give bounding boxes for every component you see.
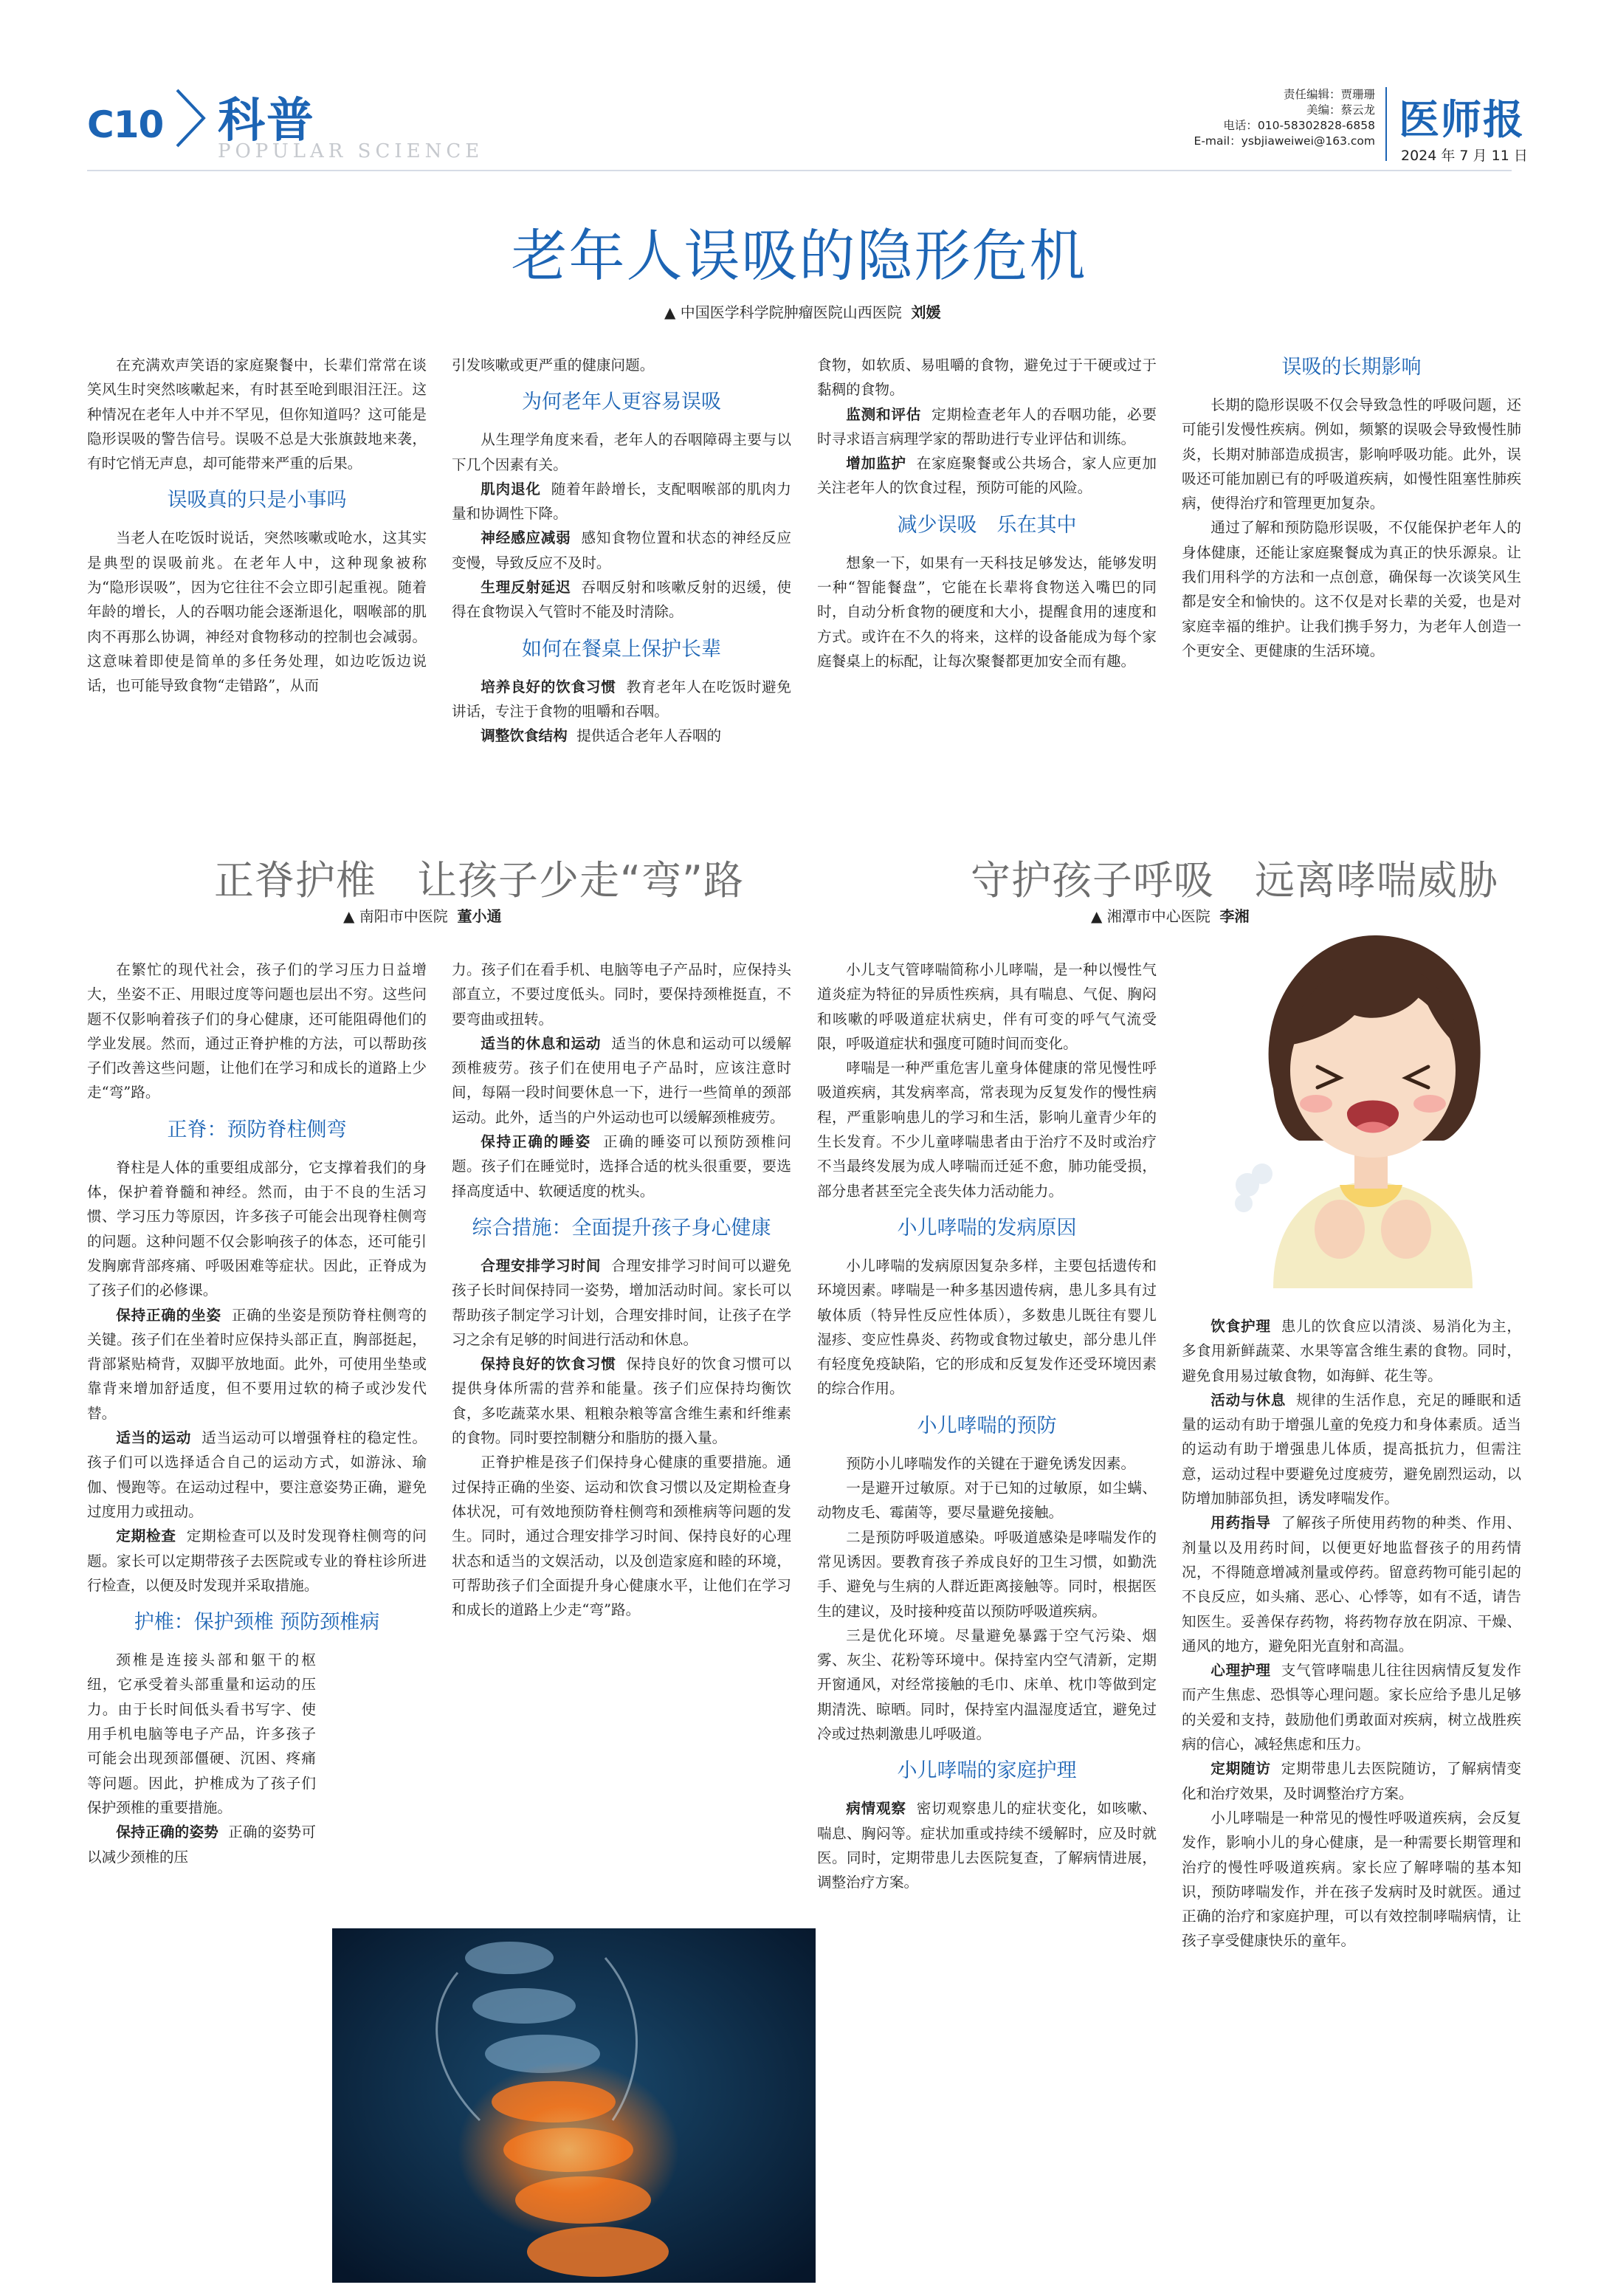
article3-column-2 (1182, 1314, 1521, 1953)
byline-org: 南阳市中医院 (359, 907, 448, 925)
paragraph: 一是避开过敏原。对于已知的过敏原，如尘螨、动物皮毛、霉菌等，要尽量避免接触。 (817, 1479, 1157, 1522)
section-title-en: POPULAR SCIENCE (218, 140, 484, 162)
paragraph-text: 保持良好的饮食习惯可以提供身体所需的营养和能量。孩子们应保持均衡饮食，多吃蔬菜水果、粗粮杂粮等富含维生素和纤维素的食物。同时要控制糖分和脂肪的摄入量。 (452, 1355, 791, 1447)
paragraph: 预防小儿哮喘发作的关键在于避免诱发因素。 (846, 1454, 1136, 1472)
paragraph (1182, 1658, 1521, 1756)
article1-byline (664, 300, 940, 322)
paragraph-text: 随着年龄增长，支配咽喉部的肌肉力量和协调性下降。 (452, 480, 791, 523)
paragraph (452, 1031, 791, 1130)
paragraph: 食物，如软质、易咀嚼的食物，避免过于干硬或过于黏稠的食物。 (817, 357, 1157, 399)
lead-term: 定期检查 (116, 1527, 176, 1545)
spine-photo (332, 1928, 816, 2283)
triangle-marker-icon: ▲ (343, 907, 359, 925)
article2-column-2 (452, 958, 791, 1622)
staff-art: 美编：蔡云龙 (1306, 103, 1375, 117)
paragraph: 三是优化环境。尽量避免暴露于空气污染、烟雾、灰尘、花粉等环境中。保持室内空气清新，定期开窗通风，对经常接触的毛巾、床单、枕巾等做到定期清洗、晾晒。同时，保持室内温湿度适宜，避免过冷或过热刺激患儿呼吸道。 (817, 1626, 1157, 1743)
lead-term: 培养良好的饮食习惯 (481, 678, 616, 695)
header-divider (1385, 87, 1387, 161)
paragraph-text: 定期检查可以及时发现脊柱侧弯的问题。家长可以定期带孩子去医院或专业的脊柱诊所进行检查，以便及时发现并采取措施。 (87, 1527, 427, 1594)
paragraph: 当老人在吃饭时说话，突然咳嗽或呛水，这其实是典型的误吸前兆。在老年人中，这种现象被称为“隐形误吸”，因为它往往不会立即引起重视。随着年龄的增长，人的吞咽功能会逐渐退化，咽喉部的肌肉不再那么协调，神经对食物移动的控制也会减弱。这意味着即使是简单的多任务处理，如边吃饭边说话，也可能导致食物“走错路”，从而 (87, 529, 427, 695)
coughing-girl-illustration (1229, 919, 1513, 1288)
paragraph (87, 1524, 427, 1598)
lead-term: 保持正确的姿势 (116, 1824, 219, 1841)
byline-author: 董小通 (457, 907, 502, 925)
paragraph (87, 1426, 427, 1524)
paragraph-text: 正确的姿势可以减少颈椎的压 (87, 1824, 316, 1866)
staff-editor: 责任编辑：贾珊珊 (1283, 88, 1375, 101)
paragraph-text: 提供适合老年人吞咽的 (576, 727, 722, 745)
article2-byline (343, 904, 501, 926)
lead-term: 活动与休息 (1210, 1391, 1287, 1409)
paragraph: 在繁忙的现代社会，孩子们的学习压力日益增大，坐姿不正、用眼过度等问题也层出不穷。这些问题不仅影响着孩子们的身心健康，还可能阻碍他们的学业发展。然而，通过正脊护椎的方法，可以帮助孩子们改善这些问题，让他们在学习和成长的道路上少走“弯”路。 (87, 961, 427, 1101)
byline-author: 李湘 (1219, 907, 1250, 925)
paragraph-text: 规律的生活作息，充足的睡眠和适量的运动有助于增强儿童的免疫力和身体素质。适当的运动有助于增强患儿体质，提高抵抗力，但需注意，运动过程中要避免过度疲劳，避免剧烈运动，以防增加肺部负担，诱发哮喘发作。 (1182, 1391, 1521, 1508)
byline-author: 刘媛 (911, 303, 941, 321)
paragraph (817, 402, 1157, 452)
lead-term: 用药指导 (1210, 1514, 1271, 1532)
article1-column-2 (452, 353, 791, 749)
subheading: 小儿哮喘的发病原因 (897, 1216, 1077, 1240)
paragraph (452, 1130, 791, 1203)
subheading: 如何在餐桌上保护长辈 (522, 637, 721, 661)
paragraph: 在充满欢声笑语的家庭聚餐中，长辈们常常在谈笑风生时突然咳嗽起来，有时甚至呛到眼泪汪汪。这种情况在老年人中并不罕见，但你知道吗？这可能是隐形误吸的警告信号。误吸不总是大张旗鼓地来袭，有时它悄无声息，却可能带来严重的后果。 (87, 357, 427, 472)
lead-term: 生理反射延迟 (481, 579, 571, 597)
paragraph: 小儿支气管哮喘简称小儿哮喘，是一种以慢性气道炎症为特征的异质性疾病，具有喘息、气促、胸闷和咳嗽的呼吸道症状病史，伴有可变的呼气气流受限，呼吸道症状和强度可随时间而变化。 (817, 961, 1157, 1052)
paragraph: 正脊护椎是孩子们保持身心健康的重要措施。通过保持正确的坐姿、运动和饮食习惯以及定期检查身体状况，可有效地预防脊柱侧弯和颈椎病等问题的发生。同时，通过合理安排学习时间、保持良好的心理状态和适当的文娱活动，以及创造家庭和睦的环境，可帮助孩子们全面提升身心健康水平，让他们在学习和成长的道路上少走“弯”路。 (452, 1454, 791, 1619)
staff-phone: 电话：010-58302828-6858 (1223, 119, 1375, 132)
wrapped-text (87, 1648, 316, 1869)
triangle-marker-icon: ▲ (1091, 907, 1107, 925)
lead-term: 神经感应减弱 (481, 529, 571, 547)
lead-term: 适当的运动 (116, 1429, 192, 1447)
lead-term: 病情观察 (846, 1800, 906, 1818)
paragraph (1182, 1756, 1521, 1806)
paragraph (87, 1820, 316, 1869)
lead-term: 增加监护 (846, 455, 906, 472)
byline-org: 中国医学科学院肿瘤医院山西医院 (680, 303, 902, 321)
masthead-logo: 医师报 (1399, 96, 1526, 143)
article2-title: 正脊护椎 让孩子少走“弯”路 (214, 857, 744, 904)
paragraph-text: 在家庭聚餐或公共场合，家人应更加关注老年人的饮食过程，预防可能的风险。 (817, 455, 1157, 497)
subheading: 护椎：保护颈椎 预防颈椎病 (134, 1611, 380, 1635)
paragraph: 力。孩子们在看手机、电脑等电子产品时，应保持头部直立，不要过度低头。同时，要保持颈椎挺直，不要弯曲或扭转。 (452, 961, 791, 1028)
paragraph (452, 526, 791, 575)
lead-term: 保持正确的睡姿 (481, 1133, 591, 1151)
paragraph (87, 1303, 427, 1426)
paragraph-text: 了解孩子所使用药物的种类、作用、剂量以及用药时间，以便更好地监督孩子的用药情况，不得随意增减剂量或停药。留意药物可能引起的不良反应，如头痛、恶心、心悸等，如有不适，请告知医生。妥善保存药物，将药物存放在阴凉、干燥、通风的地方，避免阳光直射和高温。 (1182, 1514, 1521, 1654)
paragraph-text: 患儿的饮食应以清淡、易消化为主，多食用新鲜蔬菜、水果等富含维生素的食物。同时，避免食用易过敏食物，如海鲜、花生等。 (1182, 1318, 1521, 1384)
subheading: 误吸的长期影响 (1281, 356, 1422, 379)
lead-term: 心理护理 (1210, 1662, 1271, 1680)
page-number: C10 (87, 103, 164, 146)
article1-column-4 (1182, 353, 1521, 663)
paragraph: 引发咳嗽或更严重的健康问题。 (452, 357, 655, 374)
paragraph: 小儿哮喘是一种常见的慢性呼吸道疾病，会反复发作，影响小儿的身心健康，是一种需要长期管理和治疗的慢性呼吸道疾病。家长应了解哮喘的基本知识，预防哮喘发作，并在孩子发病时及时就医。通过正确的治疗和家庭护理，可以有效控制哮喘病情，让孩子享受健康快乐的童年。 (1182, 1809, 1521, 1950)
paragraph-text: 定期带患儿去医院随访，了解病情变化和治疗效果，及时调整治疗方案。 (1182, 1760, 1521, 1802)
article1-column-3 (817, 353, 1157, 673)
header-rule (87, 170, 1512, 171)
lead-term: 合理安排学习时间 (481, 1257, 602, 1274)
lead-term: 适当的休息和运动 (481, 1034, 602, 1052)
paragraph: 通过了解和预防隐形误吸，不仅能保护老年人的身体健康，还能让家庭聚餐成为真正的快乐源泉。让我们用科学的方法和一点创意，确保每一次谈笑风生都是安全和愉快的。这不仅是对长辈的关爱，也是对家庭幸福的维护。让我们携手努力，为老年人创造一个更安全、更健康的生活环境。 (1182, 519, 1521, 659)
byline-org: 湘潭市中心医院 (1106, 907, 1210, 925)
lead-term: 保持正确的坐姿 (116, 1306, 221, 1324)
paragraph (452, 477, 791, 526)
chevron-right-icon (171, 87, 210, 149)
paragraph-text: 支气管哮喘患儿往往因病情反复发作而产生焦虑、恐惧等心理问题。家长应给予患儿足够的关爱和支持，鼓励他们勇敢面对疾病，树立战胜疾病的信心，减轻焦虑和压力。 (1182, 1662, 1521, 1753)
paragraph (817, 1796, 1157, 1894)
lead-term: 监测和评估 (846, 405, 922, 423)
lead-term: 保持良好的饮食习惯 (481, 1355, 616, 1373)
staff-credits (1194, 87, 1375, 149)
paragraph: 二是预防呼吸道感染。呼吸道感染是哮喘发作的常见诱因。要教育孩子养成良好的卫生习惯，如勤洗手、避免与生病的人群近距离接触等。同时，根据医生的建议，及时接种疫苗以预防呼吸道疾病。 (817, 1528, 1157, 1620)
paragraph-text: 教育老年人在吃饭时避免讲话，专注于食物的咀嚼和吞咽。 (452, 678, 791, 720)
subheading: 小儿哮喘的预防 (917, 1414, 1057, 1437)
staff-email: E-mail：ysbjiaweiwei@163.com (1194, 134, 1375, 148)
paragraph: 小儿哮喘的发病原因复杂多样，主要包括遗传和环境因素。哮喘是一种多基因遗传病，患儿多具有过敏体质（特异性反应性体质），多数患儿既往有婴儿湿疹、变应性鼻炎、药物或食物过敏史，部分患儿伴有轻度免疫缺陷，它的形成和反复发作还受环境因素的综合作用。 (817, 1257, 1157, 1398)
paragraph: 从生理学角度来看，老年人的吞咽障碍主要与以下几个因素有关。 (452, 431, 791, 473)
publication-date: 2024 年 7 月 11 日 (1401, 148, 1528, 164)
paragraph (452, 723, 791, 748)
article2-column-1 (87, 958, 427, 1869)
paragraph: 哮喘是一种严重危害儿童身体健康的常见慢性呼吸道疾病，其发病率高，常表现为反复发作的慢性病程，严重影响患儿的学习和生活，影响儿童青少年的生长发育。不少儿童哮喘患者由于治疗不及时或治疗不当最终发展为成人哮喘而迁延不愈，肺功能受损，部分患者甚至完全丧失体力活动能力。 (817, 1059, 1157, 1200)
subheading: 为何老年人更容易误吸 (522, 391, 721, 414)
paragraph-text: 密切观察患儿的症状变化，如咳嗽、喘息、胸闷等。症状加重或持续不缓解时，应及时就医。同时，定期带患儿去医院复查，了解病情进展，调整治疗方案。 (817, 1800, 1157, 1891)
paragraph (1182, 1510, 1521, 1658)
article3-column-1 (817, 958, 1157, 1895)
paragraph-text: 适当的休息和运动可以缓解颈椎疲劳。孩子们在使用电子产品时，应该注意时间，每隔一段时间要休息一下，进行一些简单的颈部运动。此外，适当的户外运动也可以缓解颈椎疲劳。 (452, 1034, 792, 1126)
paragraph: 想象一下，如果有一天科技足够发达，能够发明一种“智能餐盘”，它能在长辈将食物送入嘴巴的同时，自动分析食物的硬度和大小，提醒食用的速度和方式。或许在不久的将来，这样的设备能成为每个家庭餐桌上的标配，让每次聚餐都更加安全而有趣。 (817, 554, 1157, 670)
paragraph (452, 575, 791, 625)
subheading: 小儿哮喘的家庭护理 (897, 1759, 1077, 1783)
paragraph (452, 675, 791, 724)
paragraph: 长期的隐形误吸不仅会导致急性的呼吸问题，还可能引发慢性疾病。例如，频繁的误吸会导致慢性肺炎，长期对肺部造成损害，影响呼吸功能。此外，误吸还可能加剧已有的呼吸道疾病，如慢性阻塞性肺疾病，使得治疗和管理更加复杂。 (1182, 396, 1521, 512)
lead-term: 饮食护理 (1210, 1318, 1271, 1335)
paragraph (452, 1254, 791, 1352)
paragraph-text: 正确的睡姿可以预防颈椎问题。孩子们在睡觉时，选择合适的枕头很重要，要选择高度适中、软硬适度的枕头。 (452, 1133, 792, 1200)
subheading: 减少误吸 乐在其中 (897, 513, 1077, 537)
paragraph (817, 451, 1157, 501)
paragraph-text: 吞咽反射和咳嗽反射的迟缓，使得在食物误入气管时不能及时清除。 (452, 579, 792, 621)
paragraph-text: 定期检查老年人的吞咽功能，必要时寻求语言病理学家的帮助进行专业评估和训练。 (817, 405, 1157, 447)
article1-title: 老年人误吸的隐形危机 (511, 223, 1087, 289)
lead-term: 调整饮食结构 (481, 727, 568, 745)
triangle-marker-icon: ▲ (664, 303, 681, 321)
paragraph-text: 合理安排学习时间可以避免孩子长时间保持同一姿势，增加活动时间。家长可以帮助孩子制定学习计划，合理安排时间，让孩子在学习之余有足够的时间进行活动和休息。 (452, 1257, 792, 1348)
paragraph (1182, 1314, 1521, 1388)
lead-term: 肌肉退化 (481, 480, 541, 498)
subheading: 误吸真的只是小事吗 (167, 489, 347, 512)
section-title: 科普 (218, 94, 315, 148)
paragraph-text: 感知食物位置和状态的神经反应变慢，导致反应不及时。 (452, 529, 792, 571)
article3-title: 守护孩子呼吸 远离哮喘威胁 (971, 857, 1498, 904)
paragraph (1182, 1388, 1521, 1510)
paragraph: 颈椎是连接头部和躯干的枢纽，它承受着头部重量和运动的压力。由于长时间低头看书写字、使用手机电脑等电子产品，许多孩子可能会出现颈部僵硬、沉困、疼痛等问题。因此，护椎成为了孩子们保护颈椎的重要措施。 (87, 1651, 316, 1816)
lead-term: 定期随访 (1210, 1760, 1271, 1778)
article3-byline (1091, 904, 1249, 926)
subheading: 综合措施：全面提升孩子身心健康 (472, 1216, 771, 1240)
paragraph-text: 适当运动可以增强脊柱的稳定性。孩子们可以选择适合自己的运动方式，如游泳、瑜伽、慢跑等。在运动过程中，要注意姿势正确，避免过度用力或扭动。 (87, 1429, 427, 1520)
article1-column-1 (87, 353, 427, 698)
paragraph: 脊柱是人体的重要组成部分，它支撑着我们的身体，保护着脊髓和神经。然而，由于不良的生活习惯、学习压力等原因，许多孩子可能会出现脊柱侧弯的问题。这种问题不仅会影响孩子的体态，还可能引发胸廓背部疼痛、呼吸困难等症状。因此，正脊成为了孩子们的必修课。 (87, 1158, 427, 1299)
paragraph-text: 正确的坐姿是预防脊柱侧弯的关键。孩子们在坐着时应保持头部正直，胸部挺起，背部紧贴椅背，双脚平放地面。此外，可使用坐垫或靠背来增加舒适度，但不要用过软的椅子或沙发代替。 (87, 1306, 427, 1422)
paragraph (452, 1352, 791, 1450)
subheading: 正脊：预防脊柱侧弯 (167, 1118, 347, 1141)
